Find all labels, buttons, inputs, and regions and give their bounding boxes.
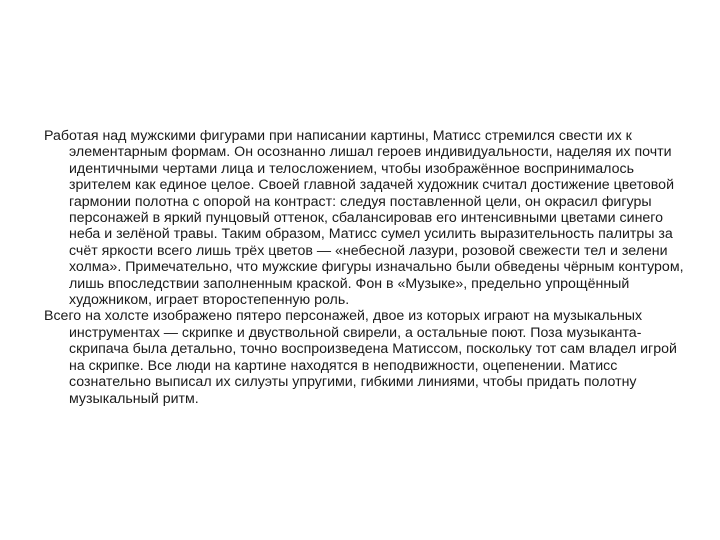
paragraph-2: Всего на холсте изображено пятеро персонажей, двое из которых играют на музыкальных инструментах — скрипке и двуствольной свирели, а остальные поют. Поза музыканта-скрипача была детально, точно воспроизведена Матиссом, поскольку тот сам владел игрой на скрипке. Все люди на картине находятся в неподвижности, оцепенении. Матисс сознательно выписал их силуэты упругими, гибкими линиями, чтобы придать полотну музыкальный ритм. — [44, 308, 677, 407]
body-text — [44, 128, 684, 407]
paragraph-1: Работая над мужскими фигурами при написании картины, Матисс стремился свести их к элементарным формам. Он осознанно лишал героев индивидуальности, наделяя их почти идентичными чертами лица и телосложением, чтобы изображённое воспринималось зрителем как единое целое. Своей главной задачей художник считал достижение цветовой гармонии полотна с опорой на контраст: следуя поставленной цели, он окрасил фигуры персонажей в яркий пунцовый оттенок, сбалансировав его интенсивными цветами синего неба и зелёной травы. Таким образом, Матисс сумел усилить выразительность палитры за счёт яркости всего лишь трёх цветов — «небесной лазури, розовой свежести тел и зелени холма». Примечательно, что мужские фигуры изначально были обведены чёрным контуром, лишь впоследствии заполненным краской. Фон в «Музыке», предельно упрощённый художником, играет второстепенную роль. — [44, 128, 684, 309]
